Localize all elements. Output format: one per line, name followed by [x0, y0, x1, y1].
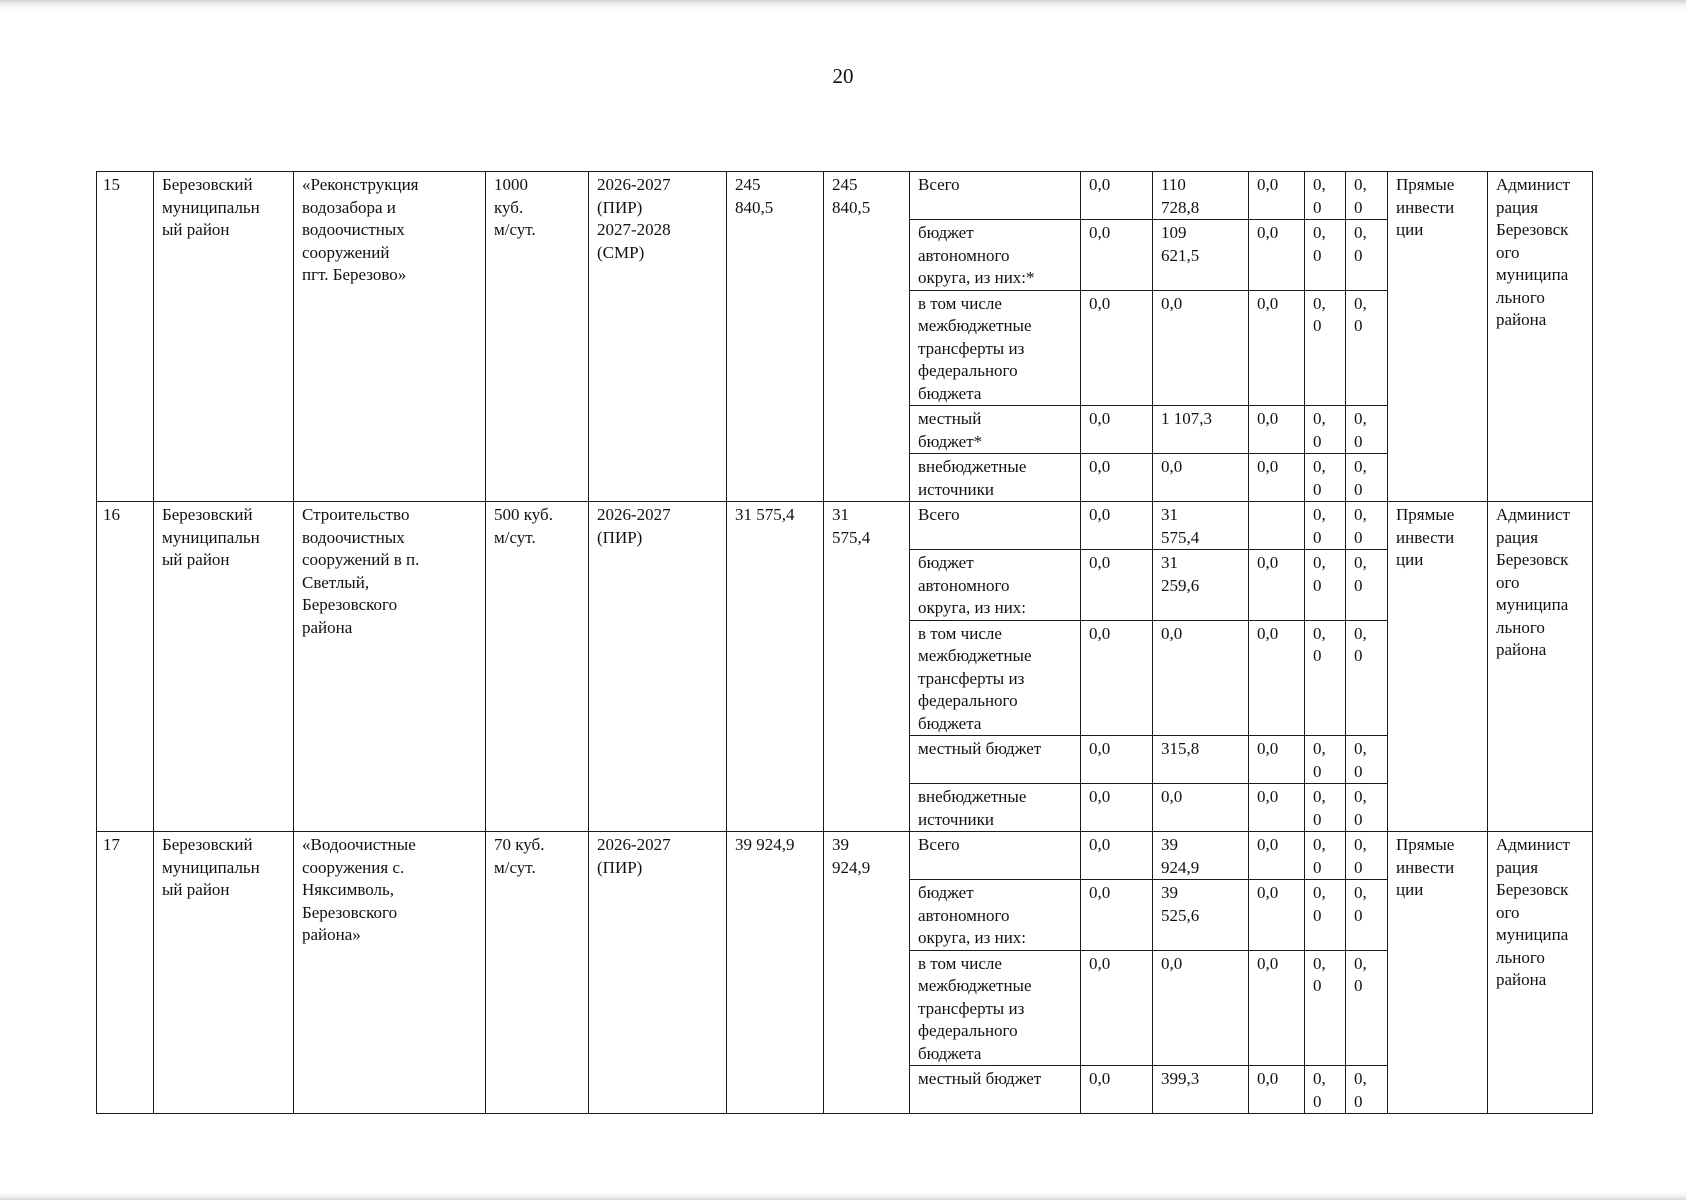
total-amount: 245 840,5 [824, 172, 910, 502]
funding-source: в том числе межбюджетные трансферты из федерального бюджета [910, 950, 1081, 1066]
table-row [97, 172, 1593, 220]
value-col-2: 399,3 [1153, 1066, 1249, 1114]
value-col-3: 0,0 [1249, 550, 1305, 621]
value-col-5: 0, 0 [1346, 880, 1388, 951]
value-col-5: 0, 0 [1346, 784, 1388, 832]
period: 2026-2027 (ПИР) [589, 832, 727, 1114]
capacity: 1000 куб. м/сут. [486, 172, 589, 502]
table-row [97, 832, 1593, 880]
funding-source: Всего [910, 502, 1081, 550]
value-col-4: 0, 0 [1305, 950, 1346, 1066]
value-col-3: 0,0 [1249, 784, 1305, 832]
value-col-4: 0, 0 [1305, 880, 1346, 951]
value-col-5: 0, 0 [1346, 832, 1388, 880]
funding-source: бюджет автономного округа, из них:* [910, 220, 1081, 291]
investment-table [96, 171, 1593, 1114]
implementation-mechanism: Прямые инвести ции [1388, 502, 1488, 832]
funding-source: в том числе межбюджетные трансферты из федерального бюджета [910, 620, 1081, 736]
value-col-5: 0, 0 [1346, 406, 1388, 454]
period: 2026-2027 (ПИР) [589, 502, 727, 832]
value-col-5: 0, 0 [1346, 454, 1388, 502]
value-col-4: 0, 0 [1305, 620, 1346, 736]
total-amount: 39 924,9 [824, 832, 910, 1114]
total-amount: 31 575,4 [824, 502, 910, 832]
value-col-1: 0,0 [1081, 172, 1153, 220]
funding-source: внебюджетные источники [910, 784, 1081, 832]
funding-source: в том числе межбюджетные трансферты из федерального бюджета [910, 290, 1081, 406]
value-col-5: 0, 0 [1346, 220, 1388, 291]
value-col-1: 0,0 [1081, 1066, 1153, 1114]
capacity: 70 куб. м/сут. [486, 832, 589, 1114]
value-col-1: 0,0 [1081, 220, 1153, 291]
value-col-4: 0, 0 [1305, 172, 1346, 220]
value-col-4: 0, 0 [1305, 550, 1346, 621]
value-col-5: 0, 0 [1346, 950, 1388, 1066]
value-col-4: 0, 0 [1305, 220, 1346, 291]
value-col-3: 0,0 [1249, 620, 1305, 736]
value-col-4: 0, 0 [1305, 784, 1346, 832]
funding-source: Всего [910, 832, 1081, 880]
value-col-2: 39 924,9 [1153, 832, 1249, 880]
value-col-2: 110 728,8 [1153, 172, 1249, 220]
municipality: Березовский муниципальн ый район [154, 172, 294, 502]
value-col-1: 0,0 [1081, 784, 1153, 832]
capacity: 500 куб. м/сут. [486, 502, 589, 832]
value-col-5: 0, 0 [1346, 290, 1388, 406]
value-col-4: 0, 0 [1305, 736, 1346, 784]
municipality: Березовский муниципальн ый район [154, 502, 294, 832]
table-row [97, 502, 1593, 550]
value-col-5: 0, 0 [1346, 502, 1388, 550]
value-col-5: 0, 0 [1346, 620, 1388, 736]
value-col-3: 0,0 [1249, 832, 1305, 880]
project-number: 16 [97, 502, 154, 832]
cost: 39 924,9 [727, 832, 824, 1114]
value-col-1: 0,0 [1081, 454, 1153, 502]
cost: 31 575,4 [727, 502, 824, 832]
value-col-3 [1249, 502, 1305, 550]
value-col-1: 0,0 [1081, 880, 1153, 951]
implementation-mechanism: Прямые инвести ции [1388, 832, 1488, 1114]
value-col-2: 109 621,5 [1153, 220, 1249, 291]
value-col-2: 0,0 [1153, 454, 1249, 502]
value-col-3: 0,0 [1249, 220, 1305, 291]
project-number: 15 [97, 172, 154, 502]
object-name: «Реконструкция водозабора и водоочистных сооружений пгт. Березово» [294, 172, 486, 502]
value-col-1: 0,0 [1081, 832, 1153, 880]
funding-source: местный бюджет [910, 736, 1081, 784]
value-col-5: 0, 0 [1346, 172, 1388, 220]
value-col-1: 0,0 [1081, 620, 1153, 736]
value-col-1: 0,0 [1081, 550, 1153, 621]
responsible-executor: Админист рация Березовск ого муниципа льного района [1488, 832, 1593, 1114]
value-col-1: 0,0 [1081, 502, 1153, 550]
responsible-executor: Админист рация Березовск ого муниципа льного района [1488, 502, 1593, 832]
responsible-executor: Админист рация Березовск ого муниципа льного района [1488, 172, 1593, 502]
value-col-3: 0,0 [1249, 454, 1305, 502]
value-col-2: 0,0 [1153, 784, 1249, 832]
value-col-2: 31 259,6 [1153, 550, 1249, 621]
value-col-3: 0,0 [1249, 880, 1305, 951]
value-col-4: 0, 0 [1305, 832, 1346, 880]
funding-source: бюджет автономного округа, из них: [910, 550, 1081, 621]
value-col-3: 0,0 [1249, 290, 1305, 406]
value-col-5: 0, 0 [1346, 550, 1388, 621]
project-number: 17 [97, 832, 154, 1114]
funding-source: местный бюджет* [910, 406, 1081, 454]
value-col-2: 315,8 [1153, 736, 1249, 784]
value-col-2: 0,0 [1153, 620, 1249, 736]
value-col-3: 0,0 [1249, 172, 1305, 220]
value-col-5: 0, 0 [1346, 736, 1388, 784]
value-col-2: 39 525,6 [1153, 880, 1249, 951]
cost: 245 840,5 [727, 172, 824, 502]
value-col-5: 0, 0 [1346, 1066, 1388, 1114]
value-col-4: 0, 0 [1305, 1066, 1346, 1114]
value-col-4: 0, 0 [1305, 454, 1346, 502]
value-col-1: 0,0 [1081, 950, 1153, 1066]
funding-source: местный бюджет [910, 1066, 1081, 1114]
value-col-1: 0,0 [1081, 290, 1153, 406]
value-col-4: 0, 0 [1305, 406, 1346, 454]
value-col-1: 0,0 [1081, 406, 1153, 454]
object-name: «Водоочистные сооружения с. Няксимволь, Березовского района» [294, 832, 486, 1114]
value-col-3: 0,0 [1249, 1066, 1305, 1114]
funding-source: внебюджетные источники [910, 454, 1081, 502]
value-col-2: 31 575,4 [1153, 502, 1249, 550]
value-col-2: 0,0 [1153, 950, 1249, 1066]
municipality: Березовский муниципальн ый район [154, 832, 294, 1114]
value-col-2: 0,0 [1153, 290, 1249, 406]
implementation-mechanism: Прямые инвести ции [1388, 172, 1488, 502]
funding-source: Всего [910, 172, 1081, 220]
period: 2026-2027 (ПИР) 2027-2028 (СМР) [589, 172, 727, 502]
object-name: Строительство водоочистных сооружений в п. Светлый, Березовского района [294, 502, 486, 832]
value-col-2: 1 107,3 [1153, 406, 1249, 454]
value-col-1: 0,0 [1081, 736, 1153, 784]
scan-edge-bottom [0, 1192, 1686, 1200]
value-col-3: 0,0 [1249, 736, 1305, 784]
page-number: 20 [832, 64, 854, 88]
value-col-3: 0,0 [1249, 950, 1305, 1066]
value-col-3: 0,0 [1249, 406, 1305, 454]
value-col-4: 0, 0 [1305, 290, 1346, 406]
funding-source: бюджет автономного округа, из них: [910, 880, 1081, 951]
scan-edge-top [0, 0, 1686, 20]
value-col-4: 0, 0 [1305, 502, 1346, 550]
table-body [97, 172, 1593, 1114]
